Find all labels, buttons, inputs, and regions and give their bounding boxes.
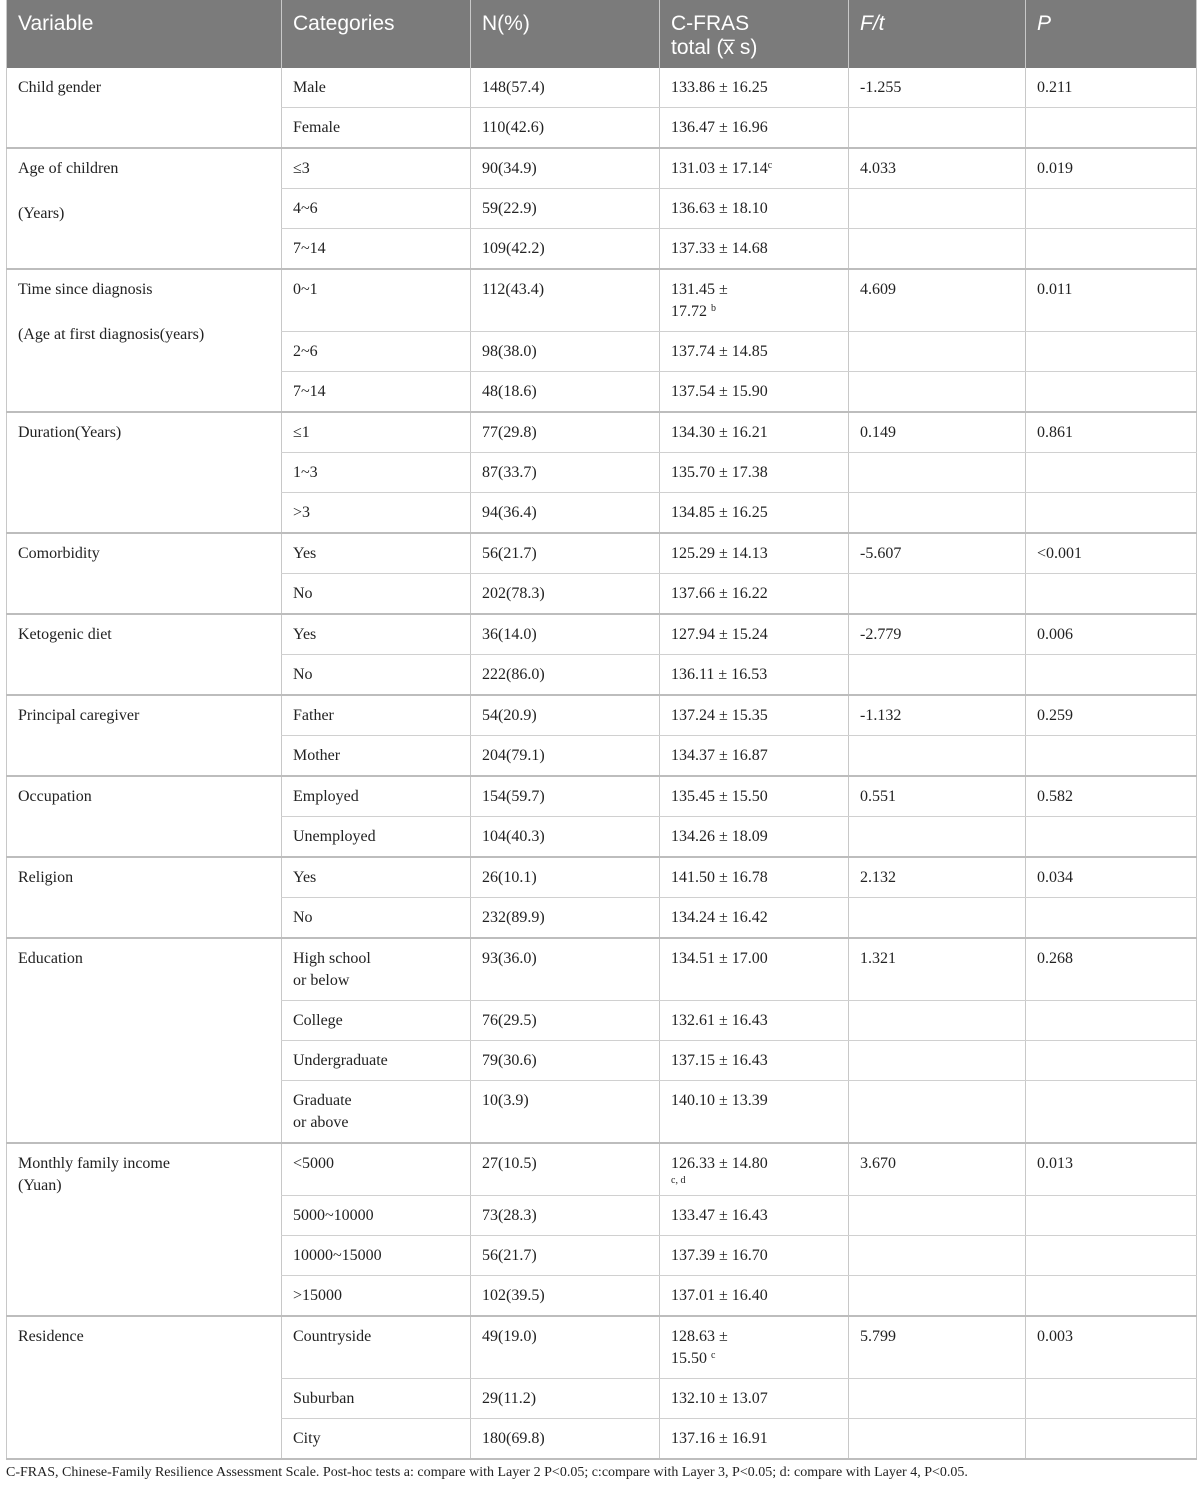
n-cell: 110(42.6) [471,108,660,149]
n-cell: 180(69.8) [471,1419,660,1460]
header-variable: Variable [7,0,282,68]
n-cell: 29(11.2) [471,1379,660,1419]
category-cell [282,1143,471,1196]
header-cfras [660,0,849,68]
posthoc-superscript: c [767,160,773,171]
score-cell [660,1419,849,1460]
category-cell [282,1041,471,1081]
table-row [7,1143,1197,1196]
score-cell [660,614,849,655]
category-label: ≤1 [293,424,310,441]
score-cell [660,68,849,108]
n-cell: 109(42.2) [471,229,660,270]
n-cell: 56(21.7) [471,1236,660,1276]
p-cell [1026,493,1197,534]
score-value-line2: 17.72 [671,303,707,320]
p-cell [1026,332,1197,372]
score-cell [660,1196,849,1236]
ft-cell [849,574,1026,615]
ft-cell: 4.033 [849,148,1026,189]
variable-sublabel: (Yuan) [18,1177,62,1194]
score-cell [660,898,849,939]
category-label: <5000 [293,1155,335,1172]
category-label: 0~1 [293,281,318,298]
score-value: 137.54 ± 15.90 [671,383,768,400]
ft-cell [849,372,1026,413]
category-cell [282,68,471,108]
ft-cell: 1.321 [849,938,1026,1001]
variable-label: Age of children [18,160,119,177]
category-label: ≤3 [293,160,310,177]
variable-sublabel: (Age at first diagnosis(years) [18,326,205,343]
score-cell [660,776,849,817]
n-cell: 54(20.9) [471,695,660,736]
posthoc-superscript: c [711,1350,716,1361]
score-cell [660,412,849,453]
score-value: 132.61 ± 16.43 [671,1012,768,1029]
n-cell: 148(57.4) [471,68,660,108]
n-cell: 26(10.1) [471,857,660,898]
n-cell: 77(29.8) [471,412,660,453]
category-cell [282,736,471,777]
category-label: No [293,666,313,683]
category-label: >3 [293,504,311,521]
score-value: 133.86 ± 16.25 [671,79,768,96]
category-label-line2: or above [293,1114,349,1131]
ft-cell: 0.551 [849,776,1026,817]
ft-cell [849,1041,1026,1081]
table-row [7,614,1197,655]
n-cell: 232(89.9) [471,898,660,939]
category-label: No [293,585,313,602]
variable-cell [7,857,282,938]
ft-cell: 5.799 [849,1316,1026,1379]
variable-cell [7,776,282,857]
category-cell [282,148,471,189]
ft-cell [849,332,1026,372]
variable-cell [7,533,282,614]
score-value: 137.15 ± 16.43 [671,1052,768,1069]
n-cell: 102(39.5) [471,1276,660,1317]
ft-cell [849,1001,1026,1041]
header-n: N(%) [471,0,660,68]
p-cell: 0.861 [1026,412,1197,453]
n-cell: 104(40.3) [471,817,660,858]
n-cell: 202(78.3) [471,574,660,615]
category-label: 2~6 [293,343,318,360]
category-label: Father [293,707,334,724]
table-row [7,412,1197,453]
category-label: Male [293,79,326,96]
n-cell: 56(21.7) [471,533,660,574]
table-header-row [7,0,1197,68]
category-label: Mother [293,747,341,764]
p-cell [1026,372,1197,413]
score-value: 137.39 ± 16.70 [671,1247,768,1264]
variable-label: Religion [18,869,74,886]
ft-cell: 0.149 [849,412,1026,453]
category-cell [282,1236,471,1276]
p-cell [1026,817,1197,858]
n-cell: 49(19.0) [471,1316,660,1379]
category-label: Employed [293,788,359,805]
p-cell: 0.019 [1026,148,1197,189]
p-cell [1026,1236,1197,1276]
n-cell: 59(22.9) [471,189,660,229]
category-label: Yes [293,869,317,886]
table-row [7,776,1197,817]
score-value: 137.33 ± 14.68 [671,240,768,257]
variable-label: Residence [18,1328,84,1345]
n-cell: 36(14.0) [471,614,660,655]
variable-label: Time since diagnosis [18,281,153,298]
category-label: High school [293,950,371,967]
category-cell [282,372,471,413]
category-label: >15000 [293,1287,343,1304]
category-label: 1~3 [293,464,318,481]
variable-cell [7,614,282,695]
category-cell [282,655,471,696]
score-value: 126.33 ± 14.80 [671,1155,768,1172]
n-cell: 94(36.4) [471,493,660,534]
category-cell [282,695,471,736]
ft-cell: -5.607 [849,533,1026,574]
table-footnote: C-FRAS, Chinese-Family Resilience Assessment Scale. Post-hoc tests a: compare with Layer 2 P<0.05; c:compare with Layer 3, P<0.05; d: compare with Layer 4, P<0.05. [6,1465,968,1480]
category-cell [282,1081,471,1144]
p-cell: 0.211 [1026,68,1197,108]
p-cell: 0.003 [1026,1316,1197,1379]
score-value: 127.94 ± 15.24 [671,626,768,643]
category-cell [282,108,471,149]
score-value: 131.03 ± 17.14 [671,160,768,177]
score-cell [660,736,849,777]
ft-cell [849,189,1026,229]
score-value: 136.11 ± 16.53 [671,666,768,683]
n-cell: 93(36.0) [471,938,660,1001]
p-cell [1026,1419,1197,1460]
score-value: 137.74 ± 14.85 [671,343,768,360]
ft-cell: -1.132 [849,695,1026,736]
n-cell: 48(18.6) [471,372,660,413]
variable-cell [7,269,282,412]
score-value: 135.45 ± 15.50 [671,788,768,805]
header-ft: F/t [849,0,1026,68]
category-cell [282,614,471,655]
p-cell [1026,655,1197,696]
table-row [7,857,1197,898]
variable-cell [7,148,282,269]
ft-cell [849,108,1026,149]
variable-label: Occupation [18,788,92,805]
score-cell [660,655,849,696]
category-cell [282,1001,471,1041]
ft-cell: -2.779 [849,614,1026,655]
p-cell: 0.011 [1026,269,1197,332]
variable-cell [7,1316,282,1459]
category-label: 4~6 [293,200,318,217]
score-cell [660,189,849,229]
score-cell [660,1143,849,1196]
score-cell [660,332,849,372]
variable-label: Duration(Years) [18,424,122,441]
p-cell [1026,108,1197,149]
score-value: 137.16 ± 16.91 [671,1430,768,1447]
category-cell [282,857,471,898]
score-value: 128.63 ± [671,1328,728,1345]
score-cell [660,229,849,270]
p-cell [1026,189,1197,229]
score-cell [660,1081,849,1144]
n-cell: 154(59.7) [471,776,660,817]
category-label: No [293,909,313,926]
n-cell: 98(38.0) [471,332,660,372]
category-label: 7~14 [293,383,326,400]
category-cell [282,574,471,615]
score-value: 134.37 ± 16.87 [671,747,768,764]
p-cell [1026,1276,1197,1317]
score-cell [660,857,849,898]
results-table [6,0,1197,1460]
category-label: 7~14 [293,240,326,257]
variable-cell [7,412,282,533]
score-value: 137.24 ± 15.35 [671,707,768,724]
category-label: Unemployed [293,828,376,845]
score-cell [660,372,849,413]
category-cell [282,1419,471,1460]
category-label: Female [293,119,341,136]
variable-cell [7,1143,282,1316]
n-cell: 222(86.0) [471,655,660,696]
header-categories: Categories [282,0,471,68]
score-value: 134.30 ± 16.21 [671,424,768,441]
posthoc-superscript: b [711,303,716,314]
p-cell [1026,898,1197,939]
score-cell [660,1316,849,1379]
category-label: Graduate [293,1092,352,1109]
results-table-container [6,0,1196,1460]
score-cell [660,574,849,615]
table-row [7,68,1197,108]
ft-cell: 2.132 [849,857,1026,898]
p-cell [1026,229,1197,270]
variable-cell [7,68,282,148]
header-p: P [1026,0,1197,68]
ft-cell [849,898,1026,939]
category-cell [282,1316,471,1379]
n-cell: 76(29.5) [471,1001,660,1041]
score-value: 137.01 ± 16.40 [671,1287,768,1304]
ft-cell [849,1419,1026,1460]
n-cell: 112(43.4) [471,269,660,332]
ft-cell: -1.255 [849,68,1026,108]
category-cell [282,229,471,270]
score-value: 134.26 ± 18.09 [671,828,768,845]
p-cell [1026,1081,1197,1144]
score-cell [660,1379,849,1419]
score-cell [660,108,849,149]
category-label: 5000~10000 [293,1207,374,1224]
p-cell: 0.582 [1026,776,1197,817]
score-value: 134.51 ± 17.00 [671,950,768,967]
score-cell [660,453,849,493]
n-cell: 204(79.1) [471,736,660,777]
ft-cell [849,493,1026,534]
score-cell [660,148,849,189]
score-value: 141.50 ± 16.78 [671,869,768,886]
score-value: 137.66 ± 16.22 [671,585,768,602]
category-cell [282,533,471,574]
ft-cell [849,453,1026,493]
ft-cell: 3.670 [849,1143,1026,1196]
score-cell [660,938,849,1001]
p-cell [1026,574,1197,615]
category-cell [282,776,471,817]
category-cell [282,332,471,372]
score-cell [660,695,849,736]
category-cell [282,493,471,534]
ft-cell [849,736,1026,777]
category-cell [282,1276,471,1317]
score-value: 132.10 ± 13.07 [671,1390,768,1407]
n-cell: 10(3.9) [471,1081,660,1144]
category-cell [282,189,471,229]
category-cell [282,817,471,858]
category-label: Suburban [293,1390,355,1407]
header-cfras-line1: C-FRAS [671,12,750,35]
category-label: College [293,1012,343,1029]
header-cfras-line2: total (x̅ s) [671,36,758,59]
ft-cell [849,1196,1026,1236]
p-cell: 0.268 [1026,938,1197,1001]
p-cell: 0.034 [1026,857,1197,898]
score-cell [660,269,849,332]
p-cell: <0.001 [1026,533,1197,574]
score-cell [660,493,849,534]
category-cell [282,1196,471,1236]
score-value: 136.63 ± 18.10 [671,200,768,217]
score-value: 131.45 ± [671,281,728,298]
variable-cell [7,938,282,1143]
category-label-line2: or below [293,972,350,989]
variable-label: Monthly family income [18,1155,170,1172]
ft-cell [849,1276,1026,1317]
score-value: 135.70 ± 17.38 [671,464,768,481]
table-row [7,533,1197,574]
n-cell: 90(34.9) [471,148,660,189]
score-cell [660,1236,849,1276]
category-cell [282,898,471,939]
category-cell [282,1379,471,1419]
ft-cell [849,1379,1026,1419]
score-value-line2: 15.50 [671,1350,707,1367]
ft-cell [849,817,1026,858]
ft-cell [849,1236,1026,1276]
p-cell [1026,1196,1197,1236]
table-row [7,695,1197,736]
category-label: Countryside [293,1328,372,1345]
category-cell [282,453,471,493]
category-cell [282,938,471,1001]
table-row [7,269,1197,332]
variable-sublabel: (Years) [18,205,65,222]
category-label: 10000~15000 [293,1247,382,1264]
variable-label: Child gender [18,79,102,96]
table-body [7,68,1197,1459]
variable-label: Education [18,950,83,967]
category-cell [282,269,471,332]
category-label: Yes [293,626,317,643]
variable-label: Comorbidity [18,545,100,562]
p-cell [1026,736,1197,777]
score-value: 140.10 ± 13.39 [671,1092,768,1109]
p-cell: 0.013 [1026,1143,1197,1196]
p-cell [1026,1041,1197,1081]
table-row [7,148,1197,189]
score-value: 125.29 ± 14.13 [671,545,768,562]
score-cell [660,1001,849,1041]
score-cell [660,533,849,574]
variable-cell [7,695,282,776]
posthoc-superscript: c, d [671,1175,686,1186]
score-cell [660,1041,849,1081]
n-cell: 79(30.6) [471,1041,660,1081]
score-cell [660,1276,849,1317]
ft-cell [849,1081,1026,1144]
table-row [7,1316,1197,1379]
p-cell: 0.259 [1026,695,1197,736]
score-value: 134.85 ± 16.25 [671,504,768,521]
variable-label: Ketogenic diet [18,626,112,643]
p-cell [1026,1379,1197,1419]
category-cell [282,412,471,453]
n-cell: 73(28.3) [471,1196,660,1236]
score-value: 136.47 ± 16.96 [671,119,768,136]
score-cell [660,817,849,858]
score-value: 134.24 ± 16.42 [671,909,768,926]
category-label: City [293,1430,321,1447]
p-cell [1026,453,1197,493]
p-cell [1026,1001,1197,1041]
n-cell: 87(33.7) [471,453,660,493]
table-row [7,938,1197,1001]
ft-cell [849,655,1026,696]
p-cell: 0.006 [1026,614,1197,655]
n-cell: 27(10.5) [471,1143,660,1196]
category-label: Yes [293,545,317,562]
score-value: 133.47 ± 16.43 [671,1207,768,1224]
variable-label: Principal caregiver [18,707,140,724]
ft-cell [849,229,1026,270]
category-label: Undergraduate [293,1052,388,1069]
ft-cell: 4.609 [849,269,1026,332]
